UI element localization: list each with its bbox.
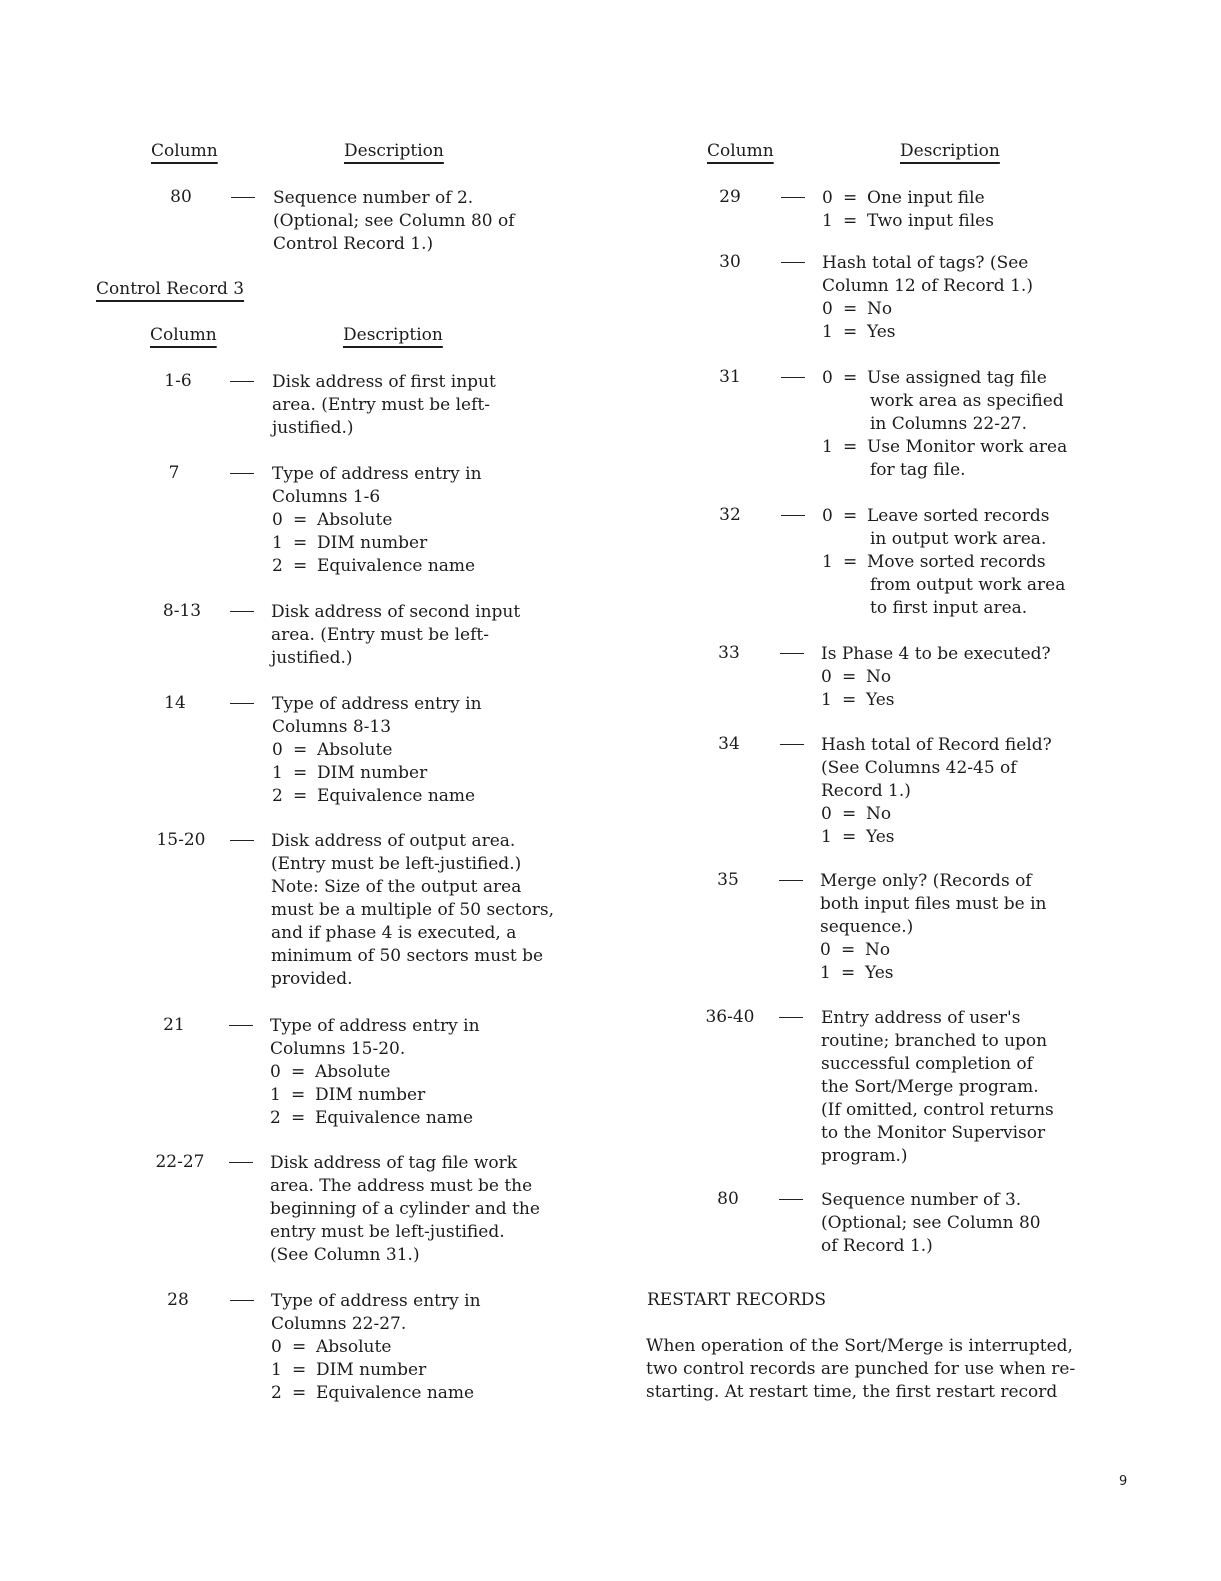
column-number: 1-6	[164, 371, 192, 391]
dash	[230, 473, 254, 474]
column-number: 32	[719, 505, 741, 525]
entry-description: Is Phase 4 to be executed? 0 = No 1 = Yes	[821, 644, 1051, 710]
dash	[781, 515, 805, 516]
column-number: 31	[719, 367, 741, 387]
column-header: Column	[707, 141, 774, 161]
dash	[230, 381, 254, 382]
dash	[781, 262, 805, 263]
column-number: 36-40	[705, 1007, 755, 1027]
dash	[229, 1162, 253, 1163]
entry-description: Hash total of tags? (See Column 12 of Record 1.) 0 = No 1 = Yes	[822, 253, 1033, 342]
column-number: 34	[718, 734, 740, 754]
column-header: Column	[150, 325, 217, 345]
description-header: Description	[344, 141, 444, 161]
dash	[229, 1025, 253, 1026]
entry-description: Entry address of user's routine; branched to upon successful completion of the Sort/Merge program. (If omitted, control returns to the Monitor Supervisor program.)	[821, 1008, 1054, 1166]
column-number: 35	[717, 870, 739, 890]
entry-description: Type of address entry in Columns 8-13 0 = Absolute 1 = DIM number 2 = Equivalence name	[272, 694, 482, 806]
column-header: Column	[151, 141, 218, 161]
entry-description: Sequence number of 3. (Optional; see Column 80 of Record 1.)	[821, 1190, 1041, 1256]
entry-description: Type of address entry in Columns 15-20. 0 = Absolute 1 = DIM number 2 = Equivalence name	[270, 1016, 480, 1128]
dash	[779, 880, 803, 881]
column-number: 14	[164, 693, 186, 713]
column-number: 8-13	[162, 601, 202, 621]
column-number: 30	[719, 252, 741, 272]
column-number: 80	[717, 1189, 739, 1209]
entry-description: 0 = Leave sorted records in output work area. 1 = Move sorted records from output work area to first input area.	[822, 506, 1066, 618]
dash	[780, 744, 804, 745]
entry-description: Type of address entry in Columns 22-27. 0 = Absolute 1 = DIM number 2 = Equivalence name	[271, 1291, 481, 1403]
entry-description: Merge only? (Records of both input files must be in sequence.) 0 = No 1 = Yes	[820, 871, 1047, 983]
dash	[231, 197, 255, 198]
column-number: 33	[718, 643, 740, 663]
entry-description: Hash total of Record field? (See Columns 42-45 of Record 1.) 0 = No 1 = Yes	[821, 735, 1052, 847]
entry-description: Disk address of second input area. (Entry must be left- justified.)	[271, 602, 521, 668]
entry-description: 0 = Use assigned tag file work area as specified in Columns 22-27. 1 = Use Monitor work area for tag file.	[822, 368, 1068, 480]
entry-description: Sequence number of 2. (Optional; see Column 80 of Control Record 1.)	[273, 188, 515, 254]
column-number: 29	[719, 187, 741, 207]
section-title: Control Record 3	[96, 279, 245, 299]
dash	[230, 1300, 254, 1301]
entry-description: Type of address entry in Columns 1-6 0 = Absolute 1 = DIM number 2 = Equivalence name	[272, 464, 482, 576]
dash	[230, 840, 254, 841]
description-header: Description	[900, 141, 1000, 161]
entry-description: Disk address of tag file work area. The address must be the beginning of a cylinder and the entry must be left-justified. (See Column 31.)	[270, 1153, 540, 1265]
entry-description: Disk address of output area. (Entry must be left-justified.) Note: Size of the output area must be a multiple of 50 sectors, and if phase 4 is executed, a minimum of 50 sectors must be provided.	[271, 831, 555, 989]
column-number: 7	[168, 463, 180, 483]
restart-records-paragraph: When operation of the Sort/Merge is interrupted, two control records are punched for use when re- starting. At restart time, the first restart record	[646, 1336, 1076, 1402]
restart-records-heading: RESTART RECORDS	[647, 1290, 827, 1310]
dash	[781, 377, 805, 378]
dash	[780, 653, 804, 654]
page-number: 9	[1119, 1474, 1128, 1489]
column-number: 21	[163, 1015, 185, 1035]
column-number: 15-20	[156, 830, 206, 850]
dash	[781, 197, 805, 198]
dash	[230, 611, 254, 612]
column-number: 22-27	[155, 1152, 205, 1172]
entry-description: Disk address of first input area. (Entry must be left- justified.)	[272, 372, 496, 438]
column-number: 80	[170, 187, 192, 207]
column-number: 28	[167, 1290, 189, 1310]
entry-description: 0 = One input file 1 = Two input files	[822, 188, 994, 231]
dash	[779, 1199, 803, 1200]
dash	[230, 703, 254, 704]
description-header: Description	[343, 325, 443, 345]
dash	[779, 1017, 803, 1018]
